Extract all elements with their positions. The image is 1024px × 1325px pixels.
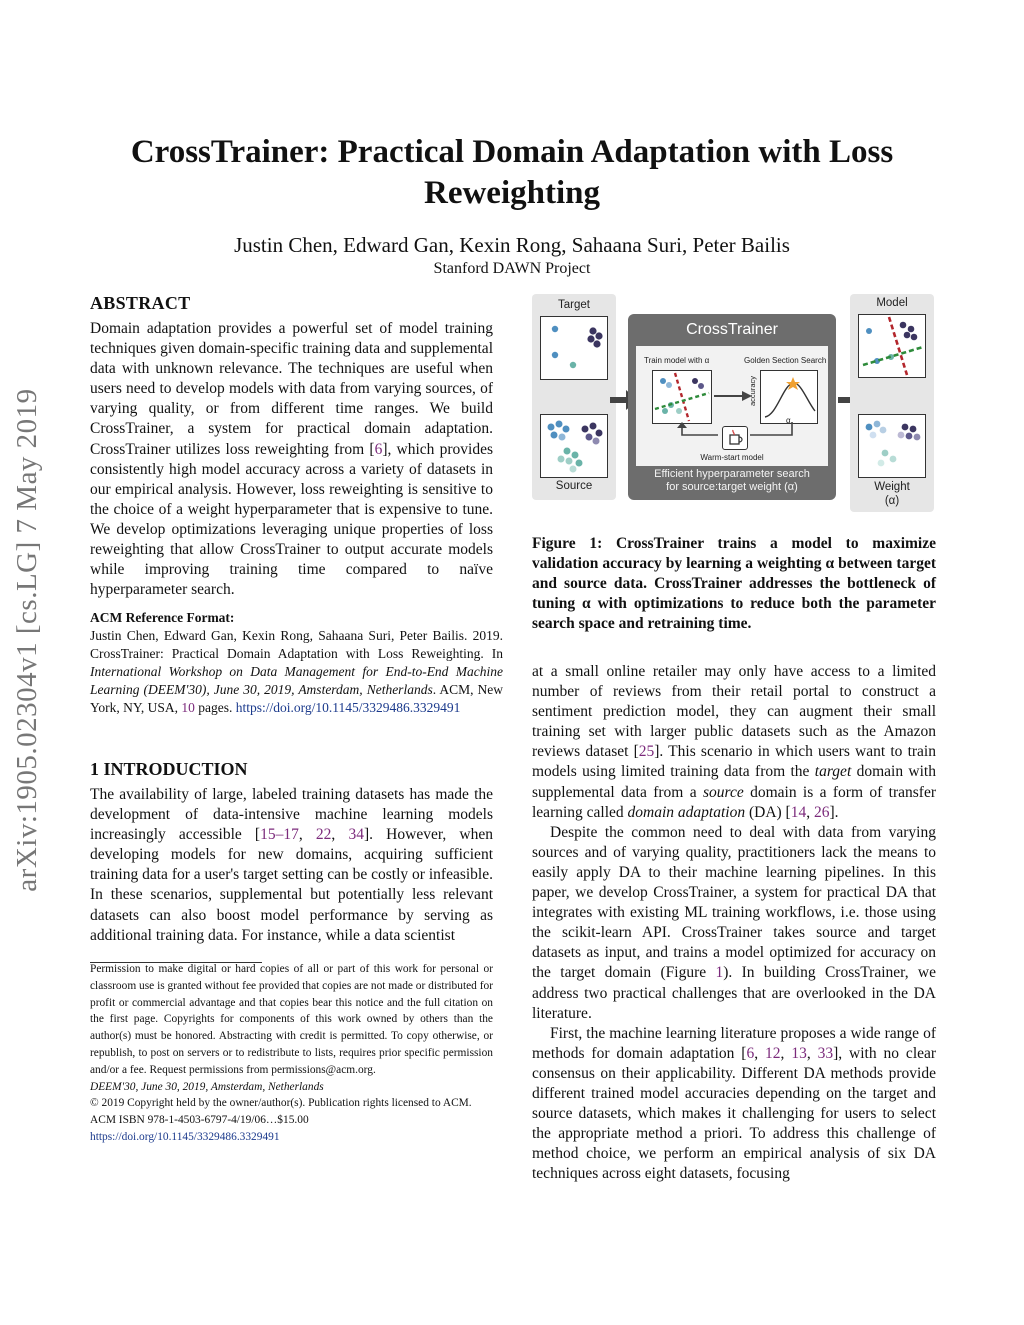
citation-link[interactable]: 26 <box>813 803 830 821</box>
acm-reference-heading: ACM Reference Format: <box>90 610 235 625</box>
abstract-body <box>90 319 493 600</box>
body-text: ]. This scenario in which users want to train models using limited training data from the <box>532 743 936 781</box>
body-text: at a small online retailer may only have access to a limited number of reviews from their retail portal to construct a sentiment prediction model, they can augment their small training set with larger public datasets such as the Amazon reviews dataset [ <box>532 663 936 761</box>
copyright-notice: © 2019 Copyright held by the owner/author(s). Publication rights licensed to ACM. <box>90 1097 472 1110</box>
right-column-body <box>532 662 936 1184</box>
citation-link[interactable]: 6 <box>746 1044 755 1062</box>
citation-sep: , <box>780 1044 792 1062</box>
doi-link[interactable]: https://doi.org/10.1145/3329486.3329491 <box>235 700 461 715</box>
intro-text: The availability of large, labeled training datasets has made the development of data-intensive machine learning models increasingly accessible [ <box>90 786 493 844</box>
footnote-doi-link[interactable]: https://doi.org/10.1145/3329486.3329491 <box>90 1130 280 1143</box>
citation-link[interactable]: 14 <box>790 803 807 821</box>
author-list: Justin Chen, Edward Gan, Kexin Rong, Sahaana Suri, Peter Bailis <box>234 233 790 257</box>
footer-line-2: for source:target weight (α) <box>666 481 798 493</box>
figure-caption: Figure 1: CrossTrainer trains a model to maximize validation accuracy by learning a weighting α between target and source data. CrossTrainer addresses the bottleneck of tuning α with optimizations to reduce both the parameter search space and retraining time. <box>532 535 936 632</box>
body-text: domain with supplemental data from a <box>532 763 936 801</box>
citation-dash: – <box>275 826 284 844</box>
weight-points <box>859 415 925 477</box>
weight-alpha: (α) <box>884 495 900 507</box>
crosstrainer-title: CrossTrainer <box>686 321 778 338</box>
isbn: ACM ISBN 978-1-4503-6797-4/19/06…$15.00 <box>90 1114 309 1127</box>
citation-sep: , <box>806 803 814 821</box>
footnote <box>90 961 493 1146</box>
intro-heading: 1 INTRODUCTION <box>90 759 248 779</box>
train-label: Train model with α <box>644 356 710 365</box>
citation-sep: , <box>754 1044 766 1062</box>
footer-line-1: Efficient hyperparameter search <box>654 468 810 480</box>
acm-text: Justin Chen, Edward Gan, Kexin Rong, Sahaana Suri, Peter Bailis. 2019. CrossTrainer: Practical Domain Adaptation with Loss Reweighting. In <box>90 628 503 661</box>
citation-link[interactable]: 15 <box>260 826 276 844</box>
affiliation: Stanford DAWN Project <box>433 260 591 277</box>
target-label: Target <box>558 299 590 311</box>
figure-ref-link[interactable]: 1 <box>715 964 724 982</box>
citation-link[interactable]: 22 <box>315 826 332 844</box>
citation-sep: , <box>331 826 349 844</box>
acm-text: pages. <box>194 700 236 715</box>
target-scatter <box>540 316 608 380</box>
citation-sep: , <box>806 1044 818 1062</box>
body-text: ). In building CrossTrainer, we address two practical challenges that are overlooked in the DA literature. <box>532 964 937 1022</box>
abstract-text: Domain adaptation provides a powerful set of model training techniques given domain-specific training data and supplemental data with unknown relevance. The techniques are useful when users need to develop models with data from varying sources, of varying quality, or from different time ranges. We build CrossTrainer, a system for practical domain adaptation. CrossTrainer utilizes loss reweighting from [ <box>90 320 493 458</box>
body-text: First, the machine learning literature proposes a wide range of methods for domain adaptation [ <box>532 1024 936 1062</box>
citation-link[interactable]: 33 <box>817 1044 834 1062</box>
warm-start-icon <box>722 426 748 450</box>
body-text: ], with no clear consensus on their applicability. Different DA methods provide different trained model accuracies depending on the target and source datasets, which makes it challenging for users to select the appropriate method a priori. To address this challenge of method choice, we perform an empirical analysis of six DA techniques across eight datasets, focusing <box>532 1044 937 1183</box>
term-target: target <box>814 763 852 781</box>
body-text: Despite the common need to deal with data from varying sources and of varying quality, practitioners lack the means to easily apply DA to their machine learning pipelines. In this paper, we develop CrossTrainer, a system for practical DA that integrates with existing ML training workflows, i.e. those using the scikit-learn API. CrossTrainer takes source and target datasets as input, and trains a model optimized for accuracy on the target domain (Figure <box>532 823 936 982</box>
alpha-axis-label: α <box>786 416 791 425</box>
body-text: (DA) [ <box>745 803 791 821</box>
target-points <box>541 317 607 379</box>
crosstrainer-footer <box>636 468 828 494</box>
model-points <box>859 315 925 377</box>
abstract-text: ], which provides consistently high model accuracy across a variety of datasets in our empirical analysis. However, loss reweighting is sensitive to the choice of a weight hyperparameter that is expensive to tune. We develop optimizations leveraging unique properties of loss reweighting that allow CrossTrainer to output accurate models while improving training time compared to naïve hyperparameter search. <box>90 440 493 599</box>
citation-link[interactable]: 12 <box>765 1044 781 1062</box>
weight-scatter <box>858 414 926 478</box>
intro-text: ]. However, when developing models for new domains, acquiring sufficient training data for a user's target setting can be costly or infeasible. In these scenarios, supplemental but potentially less relevant datasets can also boost model performance by serving as additional training data. For instance, while a data scientist <box>90 826 493 944</box>
permission-notice: Permission to make digital or hard copies of all or part of this work for personal or classroom use is granted without fee provided that copies are not made or distributed for profit or commercial advantage and that copies bear this notice and the full citation on the first page. Copyrights for components of this work owned by others than the author(s) must be honored. Abstracting with credit is permitted. To copy otherwise, or republish, to post on servers or to redistribute to lists, requires prior specific permission and/or a fee. Request permissions from permissions@acm.org. <box>90 963 493 1076</box>
search-arrow-icon <box>714 390 752 402</box>
citation-link[interactable]: 6 <box>374 440 383 458</box>
paper-title: CrossTrainer: Practical Domain Adaptation with Loss Reweighting <box>130 134 894 211</box>
term-source: source <box>702 783 744 801</box>
citation-link[interactable]: 13 <box>791 1044 807 1062</box>
golden-search-label: Golden Section Search <box>744 356 827 365</box>
mug-icon <box>723 427 747 449</box>
term-domain-adaptation: domain adaptation <box>627 803 746 821</box>
footnote-venue: DEEM'30, June 30, 2019, Amsterdam, Netherlands <box>90 1080 324 1093</box>
warm-start-label: Warm-start model <box>700 453 764 462</box>
accuracy-axis-label: accuracy <box>748 375 757 406</box>
figure-1 <box>532 290 936 512</box>
arxiv-stamp: arXiv:1905.02304v1 [cs.LG] 7 May 2019 <box>11 388 43 892</box>
intro-body <box>90 785 493 946</box>
page-count-link[interactable]: 10 <box>181 700 195 715</box>
citation-link[interactable]: 17 <box>283 826 299 844</box>
acm-venue: International Workshop on Data Management for End-to-End Machine Learning (DEEM'30), June 30, 2019, Amsterdam, Netherlands <box>90 664 503 697</box>
acm-text: . ACM, New York, NY, USA, <box>90 682 503 715</box>
weight-label <box>850 480 934 508</box>
weight-label-text: Weight <box>874 481 910 493</box>
model-label: Model <box>876 297 908 309</box>
body-text: ]. <box>829 803 839 821</box>
citation-link[interactable]: 25 <box>638 743 655 761</box>
source-points <box>541 415 607 477</box>
body-text: domain is a form of transfer learning called <box>532 783 936 821</box>
source-label: Source <box>555 480 593 492</box>
citation-sep: , <box>298 826 316 844</box>
train-points <box>653 371 711 423</box>
citation-link[interactable]: 34 <box>348 826 364 844</box>
abstract-heading: ABSTRACT <box>90 293 191 313</box>
train-scatter <box>652 370 712 424</box>
source-scatter <box>540 414 608 478</box>
acm-reference-body <box>90 627 503 717</box>
model-scatter <box>858 314 926 378</box>
